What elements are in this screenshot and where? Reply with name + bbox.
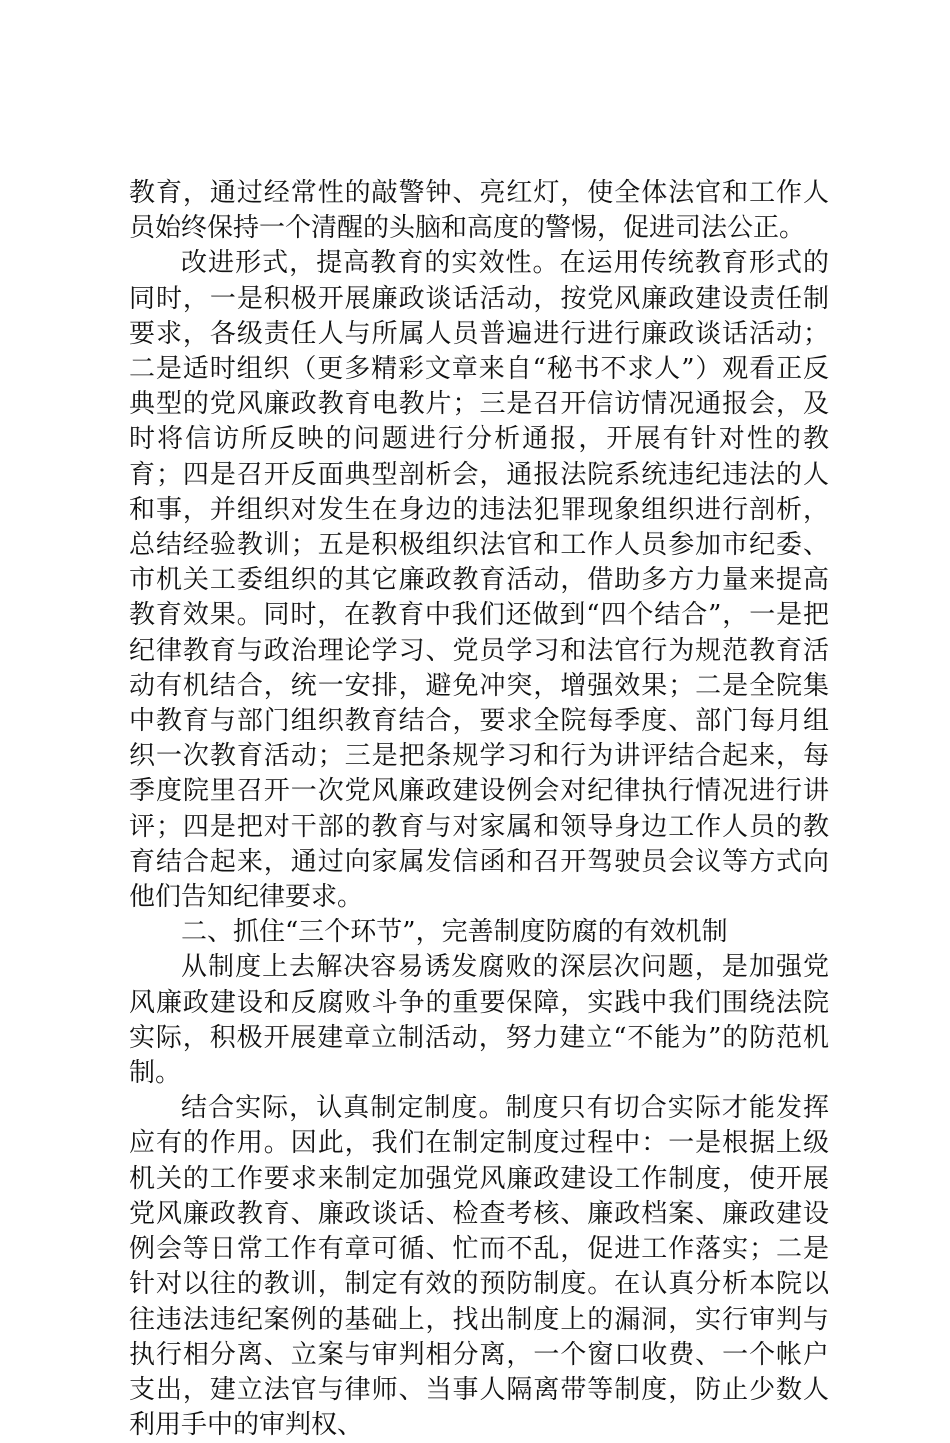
paragraph-2: 改进形式，提高教育的实效性。在运用传统教育形式的同时，一是积极开展廉政谈话活动，按党风廉政建设责任制要求，各级责任人与所属人员普遍进行进行廉政谈话活动；二是适时组织（更多精彩文章来自“秘书不求人”）观看正反典型的党风廉政教育电教片；三是召开信访情况通报会，及时将信访所反映的问题进行分析通报，开展有针对性的教育；四是召开反面典型剖析会，通报法院系统违纪违法的人和事，并组织对发生在身边的违法犯罪现象组织进行剖析，总结经验教训；五是积极组织法官和工作人员参加市纪委、市机关工委组织的其它廉政教育活动，借助多方力量来提高教育效果。同时，在教育中我们还做到“四个结合”，一是把纪律教育与政治理论学习、党员学习和法官行为规范教育活动有机结合，统一安排，避免冲突，增强效果；二是全院集中教育与部门组织教育结合，要求全院每季度、部门每月组织一次教育活动；三是把条规学习和行为讲评结合起来，每季度院里召开一次党风廉政建设例会对纪律执行情况进行讲评；四是把对干部的教育与对家属和领导身边工作人员的教育结合起来，通过向家属发信函和召开驾驶员会议等方式向他们告知纪律要求。 <box>129 248 829 913</box>
section-heading-2: 二、抓住“三个环节”，完善制度防腐的有效机制 <box>181 917 728 948</box>
document-body <box>129 176 829 1443</box>
paragraph-1: 教育，通过经常性的敲警钟、亮红灯，使全体法官和工作人员始终保持一个清醒的头脑和高度的警惕，促进司法公正。 <box>129 178 829 244</box>
paragraph-4: 结合实际，认真制定制度。制度只有切合实际才能发挥应有的作用。因此，我们在制定制度过程中：一是根据上级机关的工作要求来制定加强党风廉政建设工作制度，使开展党风廉政教育、廉政谈话、检查考核、廉政档案、廉政建设例会等日常工作有章可循、忙而不乱，促进工作落实；二是针对以往的教训，制定有效的预防制度。在认真分析本院以往违法违纪案例的基础上，找出制度上的漏洞，实行审判与执行相分离、立案与审判相分离，一个窗口收费、一个帐户支出，建立法官与律师、当事人隔离带等制度，防止少数人利用手中的审判权、 <box>129 1093 829 1441</box>
paragraph-3: 从制度上去解决容易诱发腐败的深层次问题，是加强党风廉政建设和反腐败斗争的重要保障，实践中我们围绕法院实际，积极开展建章立制活动，努力建立“不能为”的防范机制。 <box>129 952 829 1089</box>
